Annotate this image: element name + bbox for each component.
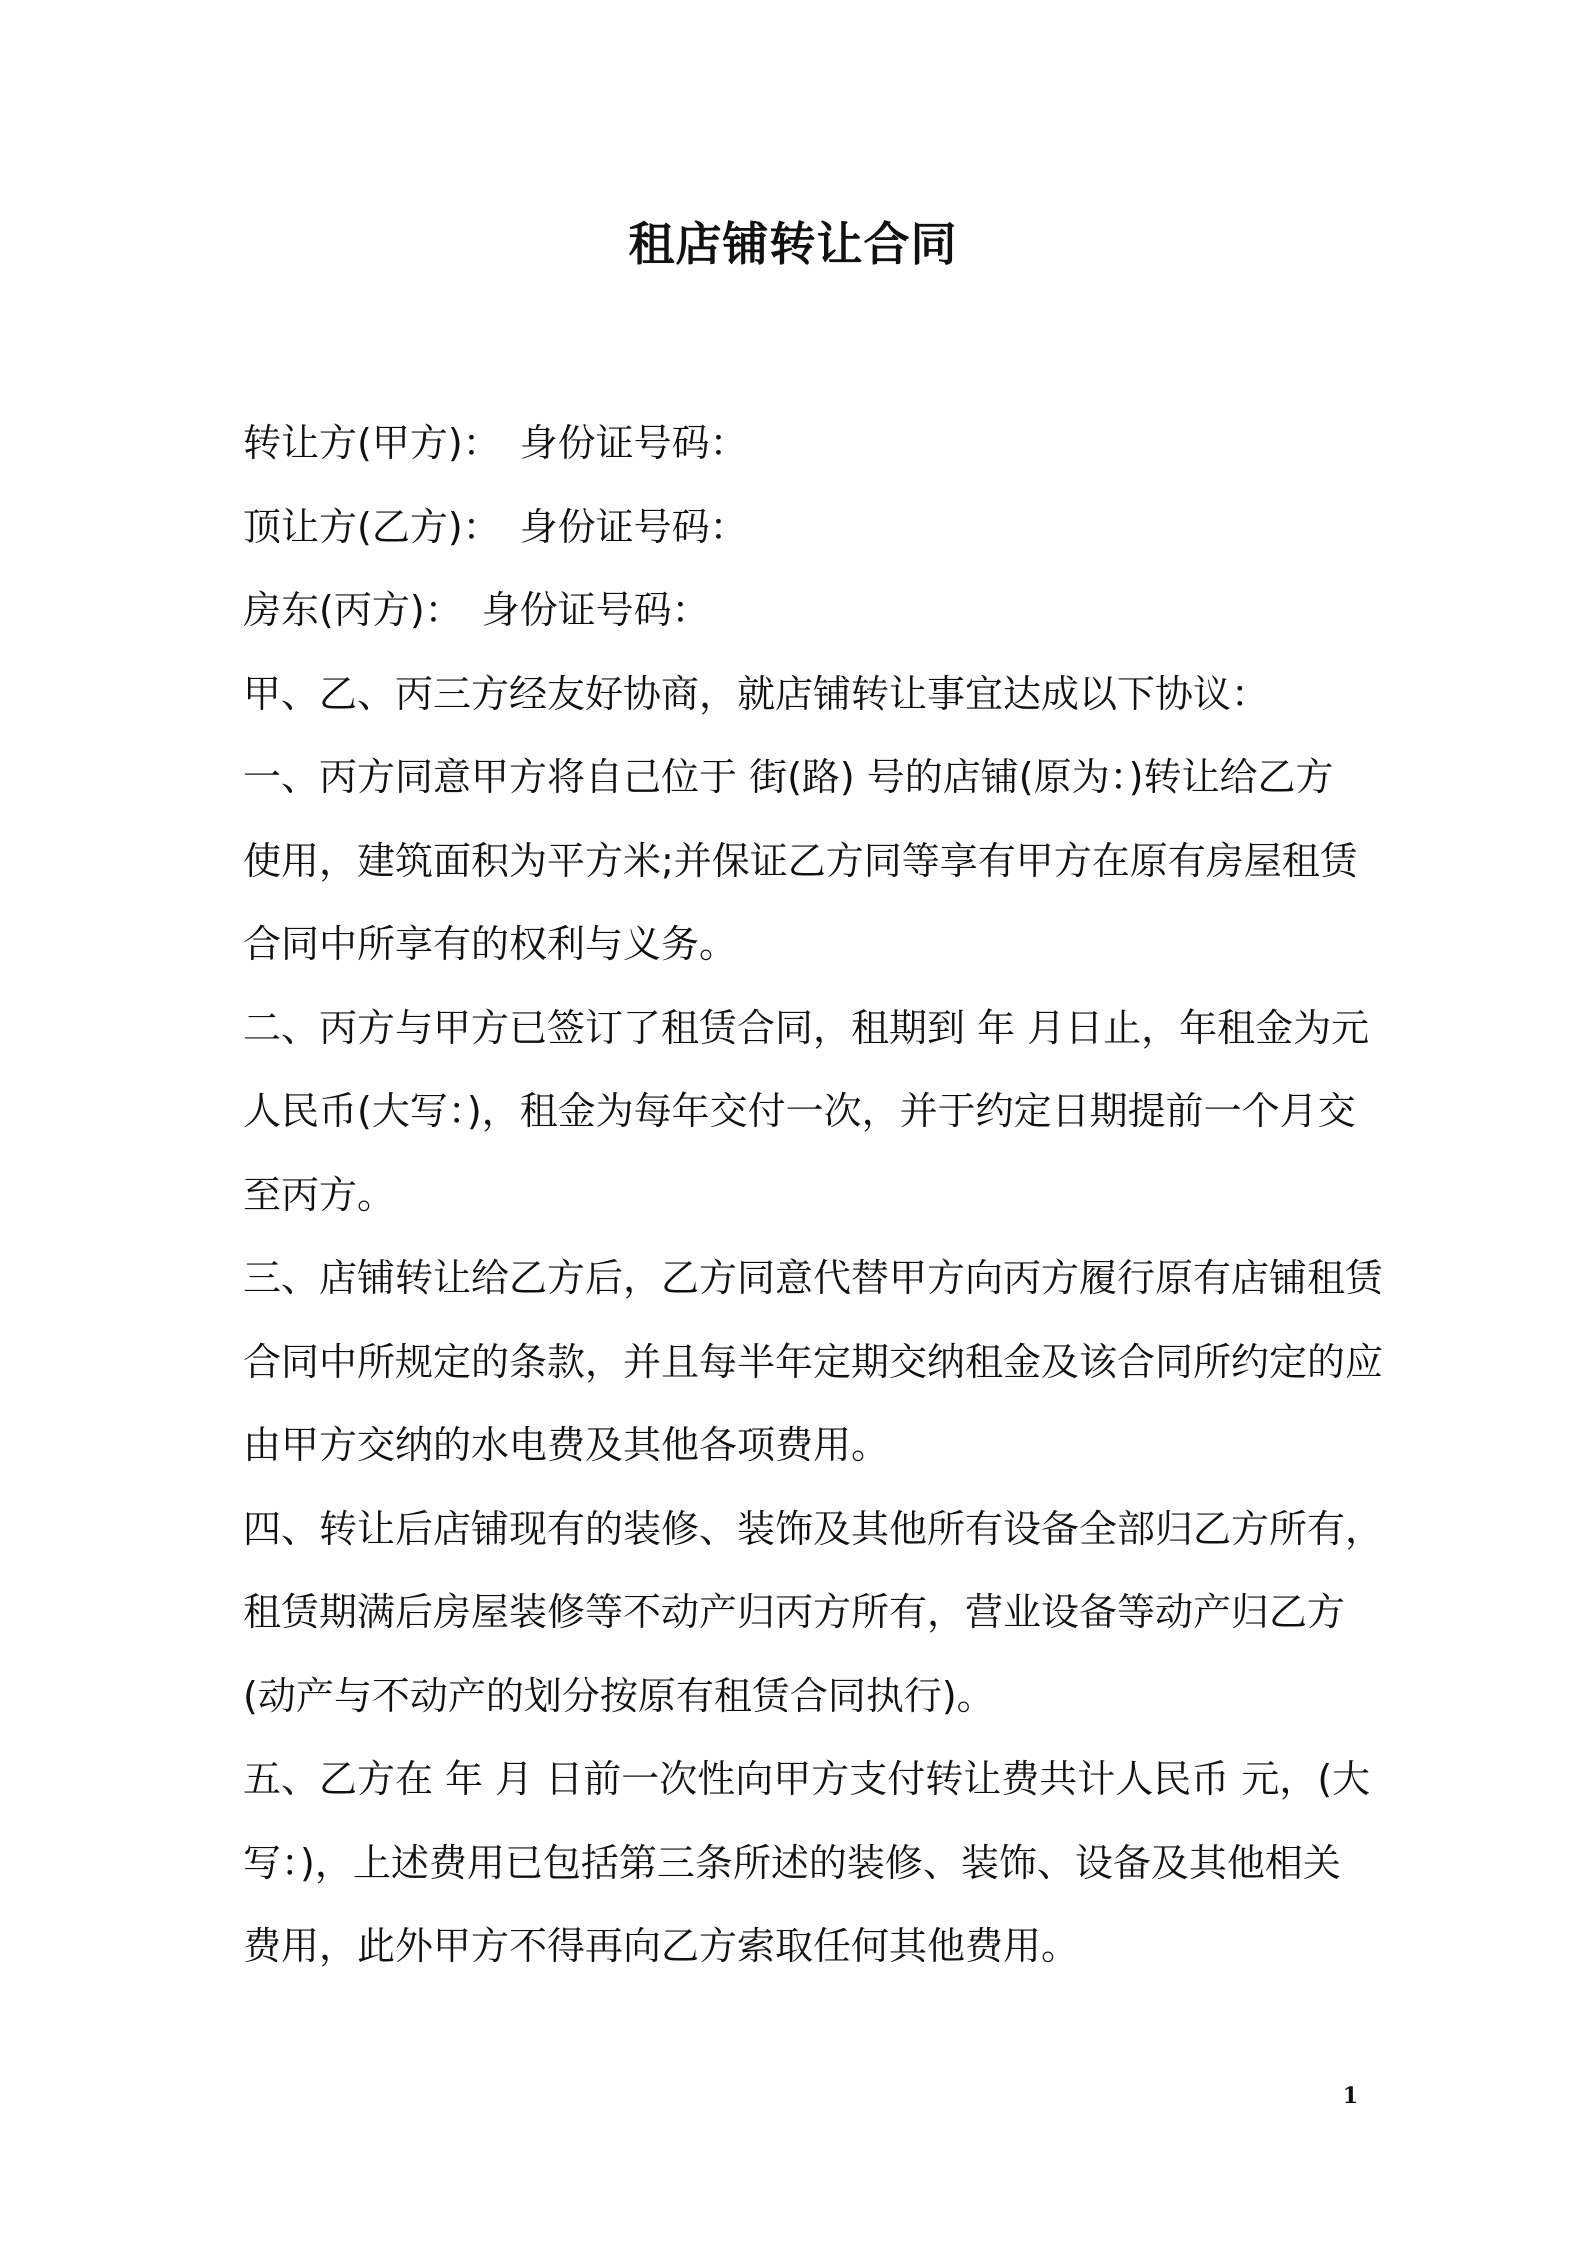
- party-a-line: 转让方(甲方)： 身份证号码：: [243, 421, 748, 465]
- clause-2-line-2: 人民币(大写：)，租金为每年交付一次，并于约定日期提前一个月交: [243, 1089, 1356, 1133]
- party-c-line: 房东(丙方)： 身份证号码：: [243, 588, 710, 632]
- clause-1-line-3: 合同中所享有的权利与义务。: [243, 922, 738, 966]
- clause-5-line-1: 五、乙方在 年 月 日前一次性向甲方支付转让费共计人民币 元，(大: [243, 1757, 1371, 1801]
- document-title: 租店铺转让合同: [628, 217, 958, 271]
- contract-body: [243, 402, 1384, 1989]
- agreement-intro: 甲、乙、丙三方经友好协商，就店铺转让事宜达成以下协议：: [243, 671, 1270, 716]
- clause-2-line-1: 二、丙方与甲方已签订了租赁合同，租期到 年 月日止，年租金为元: [243, 1005, 1370, 1050]
- clause-4-line-2: 租赁期满后房屋装修等不动产归丙方所有，营业设备等动产归乙方: [243, 1590, 1346, 1634]
- clause-3-line-1: 三、店铺转让给乙方后，乙方同意代替甲方向丙方履行原有店铺租赁: [243, 1256, 1384, 1300]
- clause-4-line-3: (动产与不动产的划分按原有租赁合同执行)。: [243, 1673, 995, 1718]
- clause-4-line-1: 四、转让后店铺现有的装修、装饰及其他所有设备全部归乙方所有，: [243, 1506, 1384, 1551]
- clause-5-line-3: 费用，此外甲方不得再向乙方索取任何其他费用。: [243, 1924, 1080, 1968]
- clause-3-line-2: 合同中所规定的条款，并且每半年定期交纳租金及该合同所约定的应: [243, 1339, 1384, 1384]
- clause-5-line-2: 写：)，上述费用已包括第三条所述的装修、装饰、设备及其他相关: [243, 1840, 1341, 1885]
- party-b-line: 顶让方(乙方)： 身份证号码：: [243, 504, 748, 549]
- clause-1-line-1: 一、丙方同意甲方将自己位于 街(路) 号的店铺(原为：)转让给乙方: [243, 755, 1334, 799]
- clause-1-line-2: 使用，建筑面积为平方米;并保证乙方同等享有甲方在原有房屋租赁: [243, 838, 1358, 883]
- page-number: 1: [1342, 2083, 1358, 2109]
- clause-2-line-3: 至丙方。: [243, 1172, 396, 1217]
- clause-3-line-3: 由甲方交纳的水电费及其他各项费用。: [243, 1423, 890, 1467]
